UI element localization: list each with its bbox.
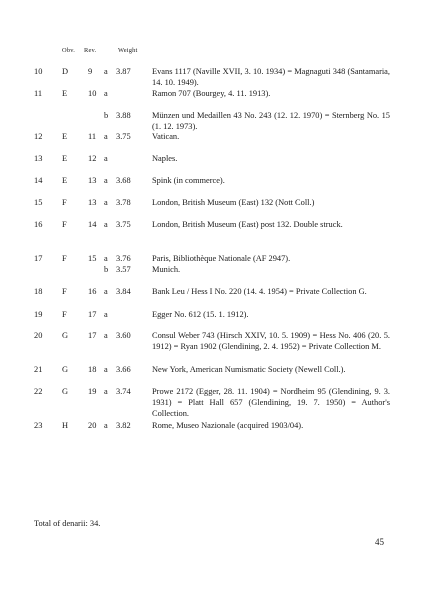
weight-value: 3.74 (116, 387, 131, 396)
reverse-die: 12 (88, 154, 97, 163)
provenance-text: Prowe 2172 (Egger, 28. 11. 1904) = Nordheim 95 (Glendining, 9. 3. 1931) = Platt Hall 657 (Glendining, 19. 7. 1950) = Author's Collection. (152, 387, 390, 418)
obverse-die: G (62, 387, 69, 396)
weight-value: 3.75 (116, 132, 131, 141)
variant-letter: a (104, 220, 108, 229)
weight-value: 3.60 (116, 331, 131, 340)
obverse-die: E (62, 132, 68, 141)
weight-value: 3.68 (116, 176, 131, 185)
header-weight: Weight (118, 47, 138, 54)
provenance-text: Ramon 707 (Bourgey, 4. 11. 1913). (152, 89, 271, 98)
entry-number: 14 (34, 176, 43, 185)
weight-value: 3.76 (116, 254, 131, 263)
entry-number: 15 (34, 198, 43, 207)
reverse-die: 15 (88, 254, 97, 263)
page-number: 45 (375, 537, 384, 547)
entry-number: 10 (34, 67, 43, 76)
provenance-text: Paris, Bibliothèque Nationale (AF 2947). (152, 254, 291, 263)
variant-letter: b (104, 265, 109, 274)
entry-number: 17 (34, 254, 43, 263)
provenance-text: Rome, Museo Nazionale (acquired 1903/04). (152, 421, 304, 430)
weight-value: 3.57 (116, 265, 131, 274)
variant-letter: a (104, 89, 108, 98)
entry-number: 11 (34, 89, 43, 98)
provenance-text: Munich. (152, 265, 181, 274)
variant-letter: a (104, 365, 108, 374)
reverse-die: 9 (88, 67, 93, 76)
provenance-text: Spink (in commerce). (152, 176, 225, 185)
provenance-text: Consul Weber 743 (Hirsch XXIV, 10. 5. 1909) = Hess No. 406 (20. 5. 1912) = Ryan 1902 (Glendining, 2. 4. 1952) = Private Collection M. (152, 331, 390, 351)
reverse-die: 14 (88, 220, 97, 229)
obverse-die: F (62, 254, 67, 263)
variant-letter: a (104, 254, 108, 263)
entry-number: 22 (34, 387, 43, 396)
variant-letter: a (104, 176, 108, 185)
reverse-die: 11 (88, 132, 97, 141)
reverse-die: 13 (88, 198, 97, 207)
obverse-die: G (62, 331, 69, 340)
entry-number: 19 (34, 310, 43, 319)
weight-value: 3.88 (116, 111, 131, 120)
reverse-die: 17 (88, 310, 97, 319)
variant-letter: a (104, 287, 108, 296)
obverse-die: F (62, 198, 67, 207)
header-obv: Obv. (62, 47, 75, 54)
provenance-text: Evans 1117 (Naville XVII, 3. 10. 1934) = Magnaguti 348 (Santamaria, 14. 10. 1949). (152, 67, 390, 87)
provenance-text: Bank Leu / Hess I No. 220 (14. 4. 1954) = Private Collection G. (152, 287, 367, 296)
weight-value: 3.87 (116, 67, 131, 76)
reverse-die: 20 (88, 421, 97, 430)
reverse-die: 10 (88, 89, 97, 98)
provenance-text: Naples. (152, 154, 178, 163)
obverse-die: E (62, 154, 68, 163)
variant-letter: b (104, 111, 109, 120)
entry-number: 23 (34, 421, 43, 430)
provenance-text: London, British Museum (East) post 132. Double struck. (152, 220, 343, 229)
reverse-die: 13 (88, 176, 97, 185)
header-rev: Rev. (84, 47, 97, 54)
weight-value: 3.84 (116, 287, 131, 296)
obverse-die: F (62, 220, 67, 229)
reverse-die: 18 (88, 365, 97, 374)
entry-number: 20 (34, 331, 43, 340)
variant-letter: a (104, 331, 108, 340)
variant-letter: a (104, 67, 108, 76)
obverse-die: E (62, 89, 68, 98)
variant-letter: a (104, 310, 108, 319)
total-denarii: Total of denarii: 34. (34, 519, 101, 528)
provenance-text: New York, American Numismatic Society (Newell Coll.). (152, 365, 346, 374)
reverse-die: 16 (88, 287, 97, 296)
obverse-die: H (62, 421, 69, 430)
entry-number: 18 (34, 287, 43, 296)
weight-value: 3.78 (116, 198, 131, 207)
variant-letter: a (104, 154, 108, 163)
provenance-text: Vatican. (152, 132, 180, 141)
provenance-text: London, British Museum (East) 132 (Nott Coll.) (152, 198, 315, 207)
provenance-text: Münzen und Medaillen 43 No. 243 (12. 12. 1970) = Sternberg No. 15 (1. 12. 1973). (152, 111, 390, 131)
entry-number: 12 (34, 132, 43, 141)
weight-value: 3.66 (116, 365, 131, 374)
obverse-die: G (62, 365, 69, 374)
reverse-die: 17 (88, 331, 97, 340)
obverse-die: D (62, 67, 69, 76)
entry-number: 21 (34, 365, 43, 374)
reverse-die: 19 (88, 387, 97, 396)
obverse-die: F (62, 287, 67, 296)
provenance-text: Egger No. 612 (15. 1. 1912). (152, 310, 249, 319)
obverse-die: F (62, 310, 67, 319)
variant-letter: a (104, 132, 108, 141)
weight-value: 3.75 (116, 220, 131, 229)
obverse-die: E (62, 176, 68, 185)
entry-number: 16 (34, 220, 43, 229)
variant-letter: a (104, 198, 108, 207)
variant-letter: a (104, 421, 108, 430)
entry-number: 13 (34, 154, 43, 163)
weight-value: 3.82 (116, 421, 131, 430)
variant-letter: a (104, 387, 108, 396)
